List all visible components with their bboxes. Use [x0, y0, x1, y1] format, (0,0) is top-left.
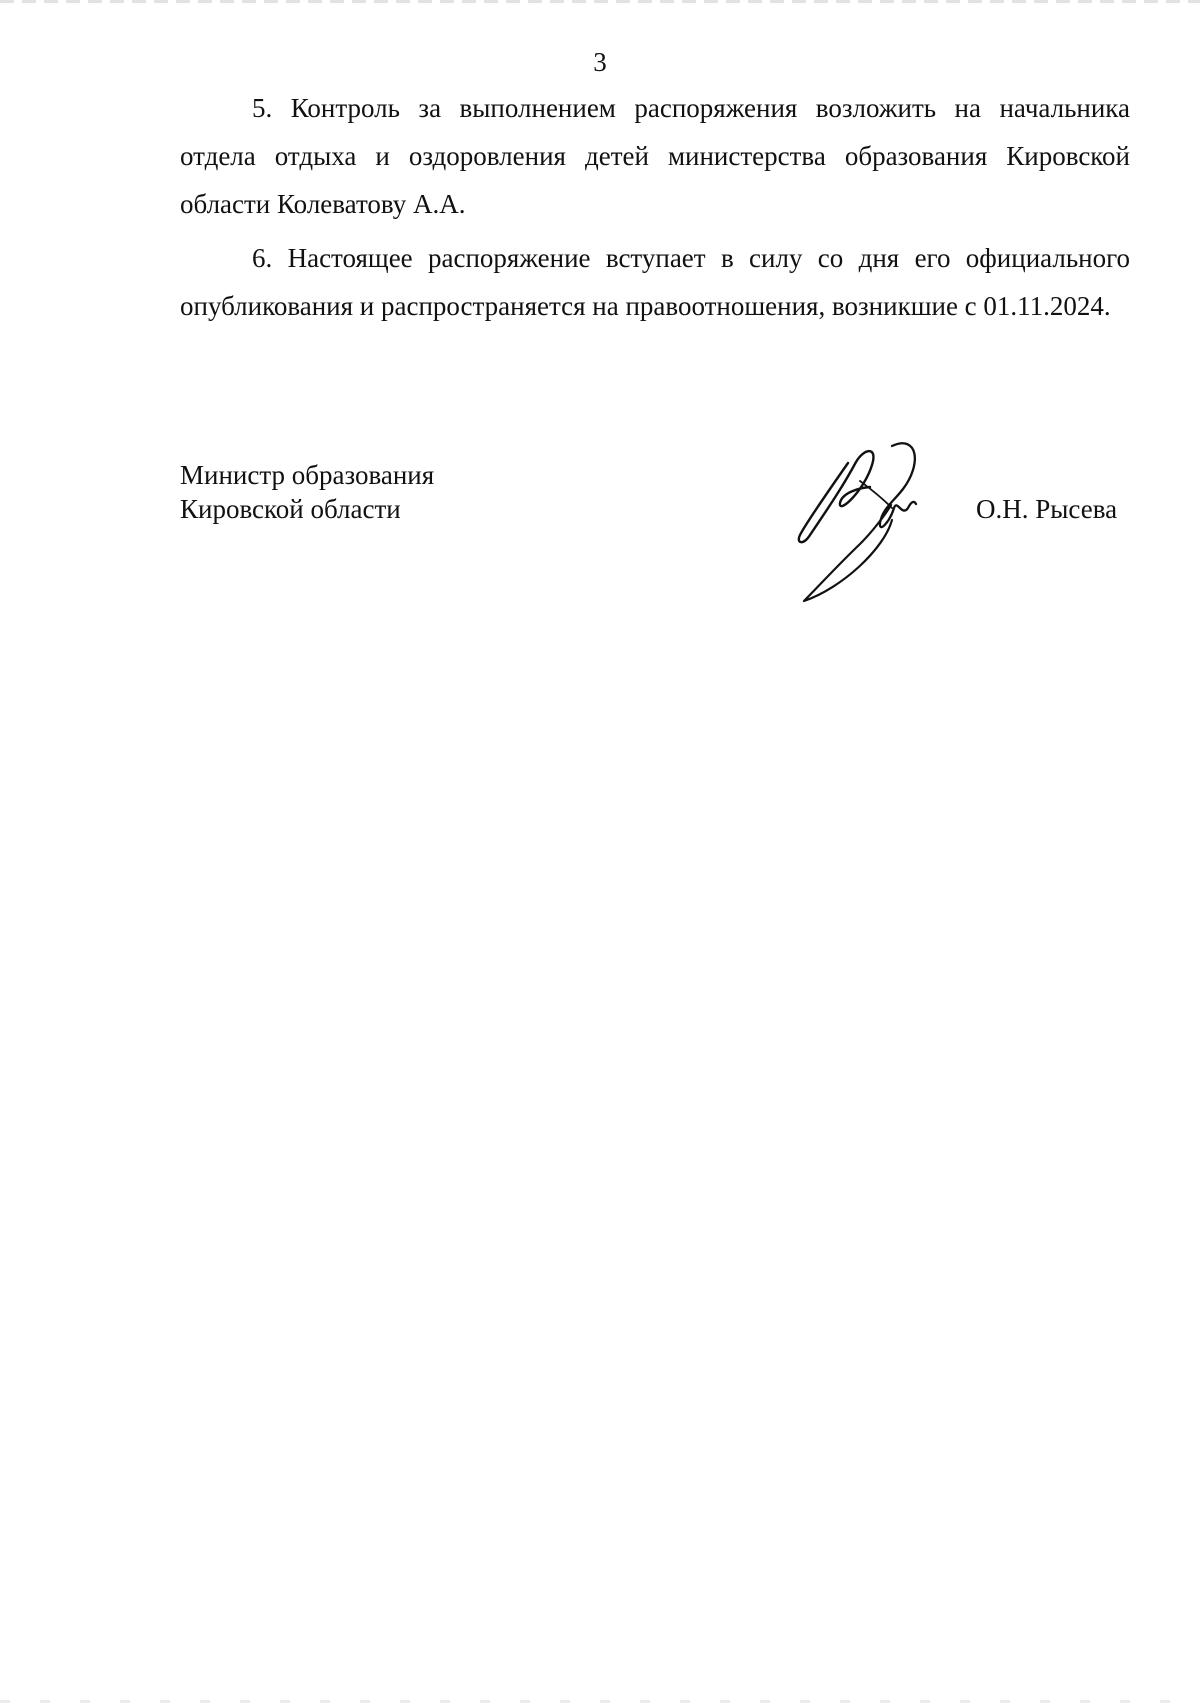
paragraph-6-text: 6. Настоящее распоряжение вступает в силу со дня его официального опубликования и распространяется на правоотношения, возникшие с 01.11.2024. [180, 243, 1130, 321]
signer-title-line-1: Министр образования [180, 460, 435, 490]
signer-title [180, 458, 434, 526]
signature-icon [796, 438, 928, 604]
page-number: 3 [593, 47, 607, 77]
paragraph-6 [180, 234, 1130, 330]
signatory-name: О.Н. Рысева [976, 494, 1118, 524]
paragraph-5 [180, 84, 1130, 228]
paragraph-5-text: 5. Контроль за выполнением распоряжения возложить на начальника отдела отдыха и оздоровления детей министерства образования Кировской области Колеватову А.А. [180, 93, 1130, 219]
scan-edge-top [0, 0, 1200, 3]
signer-title-line-2: Кировской области [180, 494, 401, 524]
scan-edge-bottom [0, 1700, 1200, 1703]
